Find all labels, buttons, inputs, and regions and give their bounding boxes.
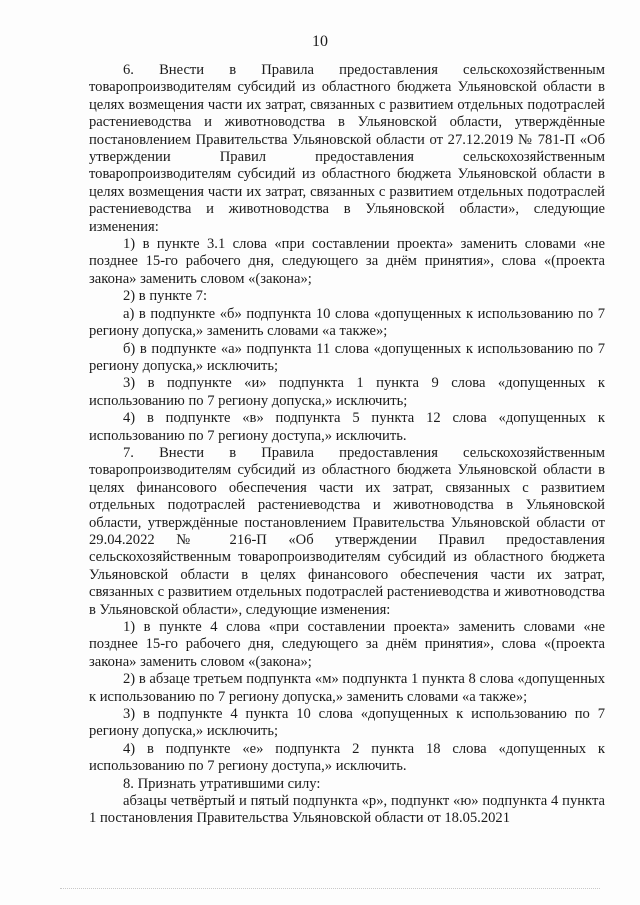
paragraph-item-8: 8. Признать утратившими силу: (123, 775, 321, 792)
paragraph-item-6: 6. Внести в Правила предоставления сельскохозяйственным товаропроизводителям субсидий из областного бюджета Ульяновской области в целях возмещения части их затрат, связанных с развитием отдельных подотраслей растениеводства и животноводства в Ульяновской области, утверждённые постановлением Правительства Ульяновской области от 27.12.2019 № 781-П «Об утверждении Правил предоставления сельскохозяйственным товаропроизводителям субсидий из областного бюджета Ульяновской области в целях возмещения части их затрат, связанных с развитием отдельных подотраслей растениеводства и животноводства в Ульяновской области», следующие изменения: (89, 62, 605, 235)
subitem-6-3: 3) в подпункте «и» подпункта 1 пункта 9 слова «допущенных к использованию по 7 региону допуска,» исключить; (89, 375, 605, 409)
subitem-6-2-a: а) в подпункте «б» подпункта 10 слова «допущенных к использованию по 7 региону допуска,» заменить словами «а также»; (89, 305, 605, 340)
page-number: 10 (312, 33, 328, 50)
page-bottom-edge (60, 888, 600, 889)
subitem-7-4: 4) в подпункте «е» подпункта 2 пункта 18 слова «допущенных к использованию по 7 региону доступа,» исключить. (89, 740, 605, 775)
paragraph-item-7: 7. Внести в Правила предоставления сельскохозяйственным товаропроизводителям субсидий из областного бюджета Ульяновской области в целях финансового обеспечения части их затрат, связанных с развитием отдельных подотраслей растениеводства и животноводства в Ульяновской области, утверждённые постановлением Правительства Ульяновской области от 29.04.2022 № 216-П «Об утверждении Правил предоставления сельскохозяйственным товаропроизводителям субсидий из областного бюджета Ульяновской области в целях финансового обеспечения части их затрат, связанных с развитием отдельных подотраслей растениеводства и животноводства в Ульяновской области», следующие изменения: (89, 444, 605, 618)
subitem-7-3: 3) в подпункте 4 пункта 10 слова «допущенных к использованию по 7 региону допуска,» исключить; (89, 706, 605, 740)
subitem-7-1: 1) в пункте 4 слова «при составлении проекта» заменить словами «не позднее 15-го рабочего дня, следующего за днём принятия», слова «(проекта закона» заменить словом «(закона»; (89, 619, 605, 670)
subitem-6-4: 4) в подпункте «в» подпункта 5 пункта 12 слова «допущенных к использованию по 7 региону доступа,» исключить. (89, 410, 605, 444)
document-body (89, 62, 605, 828)
subitem-6-2: 2) в пункте 7: (123, 288, 208, 305)
subitem-6-1: 1) в пункте 3.1 слова «при составлении проекта» заменить словами «не позднее 15-го рабочего дня, следующего за днём принятия», слова «(проекта закона» заменить словом «(закона»; (89, 236, 605, 287)
subitem-6-2-b: б) в подпункте «а» подпункта 11 слова «допущенных к использованию по 7 региону допуска,» исключить; (89, 340, 605, 374)
subitem-7-2: 2) в абзаце третьем подпункта «м» подпункта 1 пункта 8 слова «допущенных к использованию по 7 региону допуска,» заменить словами «а также»; (89, 671, 605, 705)
subitem-8-1: абзацы четвёртый и пятый подпункта «р», подпункт «ю» подпункта 4 пункта 1 постановления Правительства Ульяновской области от 18.05.2021 (89, 793, 605, 827)
